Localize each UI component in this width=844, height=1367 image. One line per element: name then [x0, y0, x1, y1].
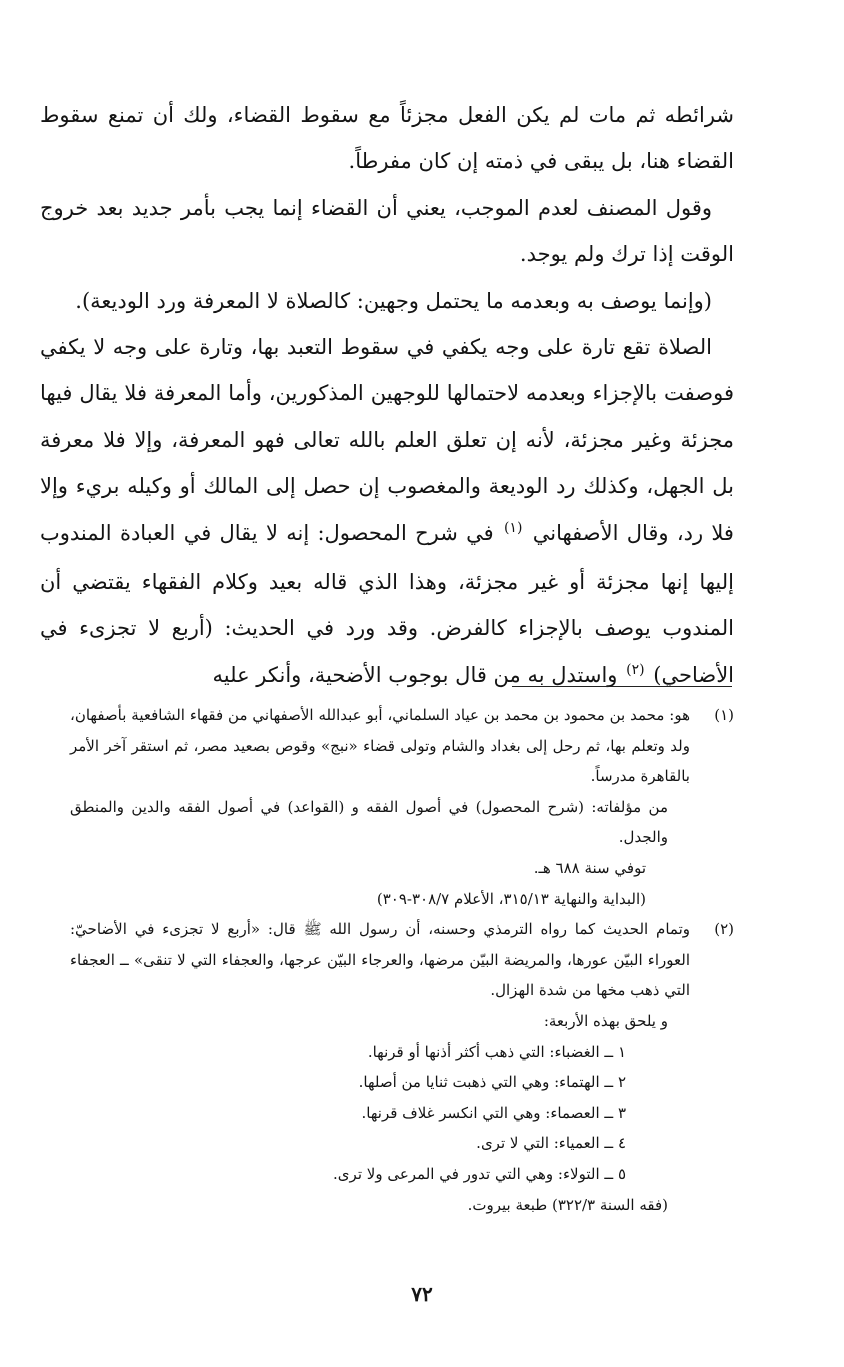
footnote-marker-1[interactable]: (١) [503, 519, 523, 536]
paragraph-3-quoted-matn: (وإنما يوصف به وبعدمه ما يحتمل وجهين: كالصلاة لا المعرفة ورد الوديعة). [75, 288, 712, 313]
paragraph-2: وقول المصنف لعدم الموجب، يعني أن القضاء إنما يجب بأمر جديد بعد خروج الوقت إذا ترك ولم يوجد. [40, 195, 734, 267]
footnote-marker-2[interactable]: (٢) [626, 661, 645, 678]
list-item: ٤ ــ العمياء: التي لا ترى. [476, 1134, 626, 1153]
list-item: ٥ ــ التولاء: وهي التي تدور في المرعى ولا ترى. [333, 1164, 626, 1183]
list-item: ٢ ــ الهتماء: وهي التي ذهبت ثنايا من أصلها. [358, 1073, 626, 1092]
paragraph-4 [40, 324, 734, 701]
footnote-1-death: توفي سنة ٦٨٨ هـ. [533, 858, 646, 877]
footnote-2-text: وتمام الحديث كما رواه الترمذي وحسنه، أن رسول الله ﷺ قال: «أربع لا تجزىء في الأضاحيّ: العوراء البيّن عورها، والمريضة البيّن مرضها، والعرجاء البيّن عرجها، والعجفاء التي لا تنقى» ــ العجفاء التي ذهب مخها من شدة الهزال. [70, 920, 690, 1000]
footnote-1-works: من مؤلفاته: (شرح المحصول) في أصول الفقه و (القواعد) في أصول الفقه والدين والمنطق والجدل. [70, 797, 668, 847]
footnote-2-source: (فقه السنة ٣٢٢/٣) طبعة بيروت. [467, 1195, 668, 1214]
footnotes [70, 700, 734, 1220]
footnote-2 [70, 914, 734, 1220]
footnote-separator [512, 686, 732, 687]
paragraph-1: شرائطه ثم مات لم يكن الفعل مجزئاً مع سقوط القضاء، ولك أن تمنع سقوط القضاء هنا، بل يبقى في ذمته إن كان مفرطاً. [40, 103, 735, 174]
paragraph-4-part-3: واستدل به من قال بوجوب الأضحية، وأنكر عليه [212, 662, 618, 687]
list-item: ١ ــ الغضباء: التي ذهب أكثر أذنها أو قرنها. [367, 1042, 626, 1061]
paragraph-4-part-1: الصلاة تقع تارة على وجه يكفي في سقوط التعبد بها، وتارة على وجه لا يكفي فوصفت بالإجزاء وبعدمه لاحتمالها للوجهين المذكورين، وأما المعرفة فلا يقال فيها مجزئة وغير مجزئة، لأنه إن تعلق العلم بالله تعالى فهو المعرفة، وإلا فلا معرفة بل الجهل، وكذلك رد الوديعة والمغصوب إن حصل إلى المالك أو وكيله بريء وإلا فلا رد، وقال الأصفهاني [40, 335, 734, 545]
footnote-1-source: (البداية والنهاية ٣١٥/١٣، الأعلام ٣٠٨/٧-٣٠٩) [376, 889, 646, 908]
footnote-2-list [70, 1037, 690, 1190]
main-text [40, 92, 734, 701]
footnote-2-intro: و يلحق بهذه الأربعة: [543, 1011, 668, 1030]
list-item: ٣ ــ العصماء: وهي التي انكسر غلاف قرنها. [361, 1103, 626, 1122]
footnote-1 [70, 700, 734, 914]
footnote-1-number: (١) [714, 706, 734, 724]
paragraph-4-part-2: في شرح المحصول: إنه لا يقال في العبادة المندوب إليها إنها مجزئة أو غير مجزئة، وهذا الذي قاله بعيد وكلام الفقهاء يقتضي أن المندوب يوصف بالإجزاء كالفرض. وقد ورد في الحديث: (أربع لا تجزىء في الأضاحي) [40, 520, 734, 687]
footnote-2-number: (٢) [714, 920, 734, 939]
page-number: ٧٢ [411, 1282, 433, 1306]
footnote-1-text: هو: محمد بن محمود بن محمد بن عياد السلماني، أبو عبدالله الأصفهاني من فقهاء الشافعية بأصفهان، ولد وتعلم بها، ثم رحل إلى بغداد والشام وتولى قضاء «نبج» وقوص بصعيد مصر، ثم استقر آخر الأمر بالقاهرة مدرساً. [70, 706, 690, 786]
